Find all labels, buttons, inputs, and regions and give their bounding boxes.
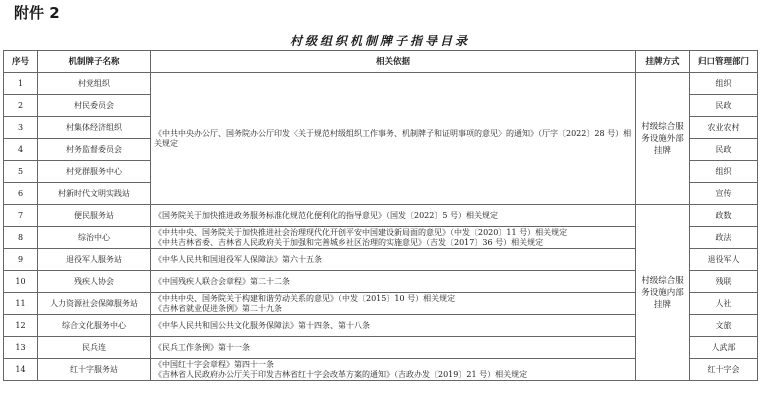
row-name: 村党群服务中心	[38, 161, 151, 183]
row-name: 村新时代文明实践站	[38, 183, 151, 205]
row-dept: 退役军人	[690, 249, 758, 271]
row-no: 9	[4, 249, 38, 271]
row-no: 8	[4, 227, 38, 249]
directory-table	[3, 50, 758, 381]
row-dept: 人武部	[690, 337, 758, 359]
row-name: 村务监督委员会	[38, 139, 151, 161]
row-name: 红十字服务站	[38, 359, 151, 381]
row-name: 村党组织	[38, 73, 151, 95]
row-no: 1	[4, 73, 38, 95]
table-row	[4, 205, 758, 227]
header-basis: 相关依据	[151, 51, 636, 73]
row-no: 12	[4, 315, 38, 337]
row-dept: 宣传	[690, 183, 758, 205]
table-header-row	[4, 51, 758, 73]
row-name: 村集体经济组织	[38, 117, 151, 139]
row-no: 10	[4, 271, 38, 293]
row-name: 民兵连	[38, 337, 151, 359]
row-no: 4	[4, 139, 38, 161]
row-name: 综治中心	[38, 227, 151, 249]
row-basis	[151, 359, 636, 381]
basis-line: 《中共中央、国务院关于构建和谐劳动关系的意见》（中发〔2015〕10 号）相关规定	[154, 293, 456, 303]
row-dept: 农业农村	[690, 117, 758, 139]
row-no: 14	[4, 359, 38, 381]
row-dept: 文旅	[690, 315, 758, 337]
row-basis: 《民兵工作条例》第十一条	[151, 337, 636, 359]
row-basis: 《国务院关于加快推进政务服务标准化规范化便利化的指导意见》（国发〔2022〕5 号）相关规定	[151, 205, 636, 227]
row-dept: 民政	[690, 139, 758, 161]
header-dept: 归口管理部门	[690, 51, 758, 73]
row-basis	[151, 227, 636, 249]
page-title: 村级组织机制牌子指导目录	[289, 34, 470, 48]
row-no: 6	[4, 183, 38, 205]
row-no: 2	[4, 95, 38, 117]
row-basis	[151, 293, 636, 315]
row-basis: 《中共中央办公厅、国务院办公厅印发〈关于规范村级组织工作事务、机制牌子和证明事项的意见〉的通知》（厅字〔2022〕28 号）相关规定	[151, 73, 636, 205]
row-dept: 民政	[690, 95, 758, 117]
header-name: 机制牌子名称	[38, 51, 151, 73]
row-no: 13	[4, 337, 38, 359]
row-dept: 红十字会	[690, 359, 758, 381]
row-no: 3	[4, 117, 38, 139]
basis-line: 《吉林省人民政府办公厅关于印发吉林省红十字会改革方案的通知》（吉政办发〔2019〕21 号）相关规定	[154, 369, 528, 379]
row-dept: 政法	[690, 227, 758, 249]
row-basis: 《中华人民共和国公共文化服务保障法》第十四条、第十八条	[151, 315, 636, 337]
row-no: 5	[4, 161, 38, 183]
row-name: 残疾人协会	[38, 271, 151, 293]
basis-line: 《吉林省就业促进条例》第二十九条	[154, 303, 282, 313]
header-mount: 挂牌方式	[636, 51, 690, 73]
basis-line: 《中国红十字会章程》第四十一条	[154, 359, 274, 369]
row-name: 退役军人服务站	[38, 249, 151, 271]
row-name: 便民服务站	[38, 205, 151, 227]
row-basis: 《中华人民共和国退役军人保障法》第六十五条	[151, 249, 636, 271]
row-basis: 《中国残疾人联合会章程》第二十二条	[151, 271, 636, 293]
mount-external: 村级综合服务设施外部挂牌	[636, 73, 690, 205]
mount-internal: 村级综合服务设施内部挂牌	[636, 205, 690, 381]
basis-line: 《中共中央、国务院关于加快推进社会治理现代化开创平安中国建设新局面的意见》（中发〔2020〕11 号）相关规定	[154, 227, 568, 237]
table-row	[4, 73, 758, 95]
row-no: 11	[4, 293, 38, 315]
row-dept: 政数	[690, 205, 758, 227]
attachment-label: 附件 2	[14, 4, 60, 22]
row-dept: 残联	[690, 271, 758, 293]
row-dept: 人社	[690, 293, 758, 315]
row-dept: 组织	[690, 73, 758, 95]
row-name: 人力资源社会保障服务站	[38, 293, 151, 315]
row-name: 综合文化服务中心	[38, 315, 151, 337]
header-no: 序号	[4, 51, 38, 73]
row-name: 村民委员会	[38, 95, 151, 117]
basis-line: 《中共吉林省委、吉林省人民政府关于加强和完善城乡社区治理的实施意见》（吉发〔2017〕36 号）相关规定	[154, 237, 544, 247]
row-dept: 组织	[690, 161, 758, 183]
row-no: 7	[4, 205, 38, 227]
